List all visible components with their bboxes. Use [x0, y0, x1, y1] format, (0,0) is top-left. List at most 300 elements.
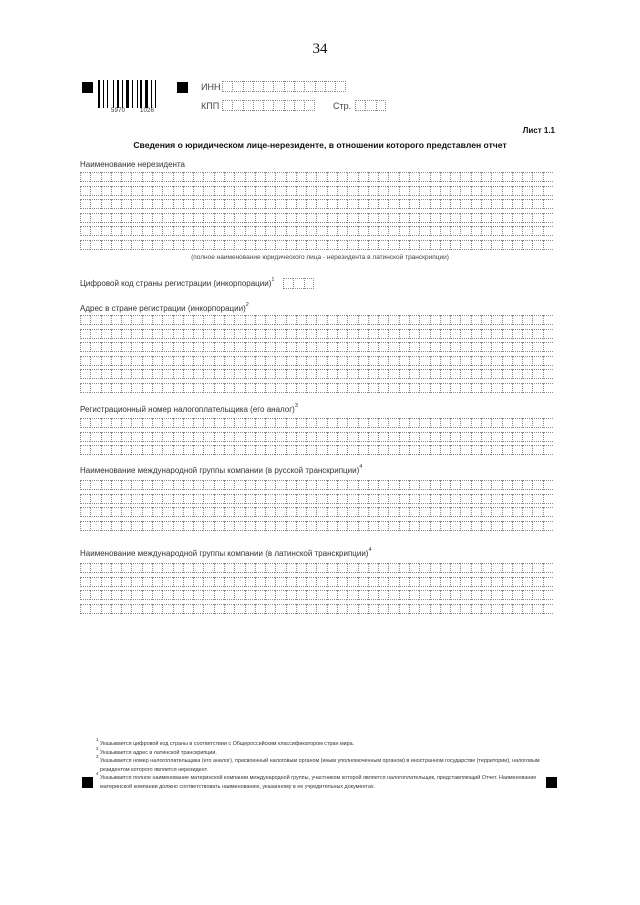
char-cell[interactable]: [419, 507, 429, 517]
char-cell[interactable]: [409, 172, 419, 182]
char-cell[interactable]: [471, 383, 481, 393]
char-cell[interactable]: [152, 226, 162, 236]
char-cell[interactable]: [481, 356, 491, 366]
char-cell[interactable]: [491, 445, 501, 455]
char-cell[interactable]: [265, 590, 275, 600]
char-cell[interactable]: [101, 418, 111, 428]
char-cell[interactable]: [522, 507, 532, 517]
char-cell[interactable]: [522, 342, 532, 352]
char-cell[interactable]: [481, 226, 491, 236]
char-cell[interactable]: [265, 445, 275, 455]
char-cell[interactable]: [273, 81, 283, 92]
char-cell[interactable]: [358, 186, 368, 196]
grid-row[interactable]: [80, 186, 553, 196]
char-cell[interactable]: [388, 315, 398, 325]
char-cell[interactable]: [234, 369, 244, 379]
char-cell[interactable]: [347, 521, 357, 531]
char-cell[interactable]: [224, 199, 234, 209]
char-cell[interactable]: [306, 199, 316, 209]
char-cell[interactable]: [471, 480, 481, 490]
char-cell[interactable]: [121, 418, 131, 428]
char-cell[interactable]: [142, 507, 152, 517]
char-cell[interactable]: [265, 563, 275, 573]
char-cell[interactable]: [142, 563, 152, 573]
char-cell[interactable]: [430, 480, 440, 490]
char-cell[interactable]: [471, 342, 481, 352]
char-cell[interactable]: [101, 604, 111, 614]
char-cell[interactable]: [193, 577, 203, 587]
char-cell[interactable]: [347, 563, 357, 573]
char-cell[interactable]: [316, 507, 326, 517]
char-cell[interactable]: [419, 418, 429, 428]
char-cell[interactable]: [337, 418, 347, 428]
char-cell[interactable]: [347, 226, 357, 236]
char-cell[interactable]: [522, 521, 532, 531]
char-cell[interactable]: [532, 604, 542, 614]
char-cell[interactable]: [296, 315, 306, 325]
char-cell[interactable]: [121, 213, 131, 223]
char-cell[interactable]: [316, 577, 326, 587]
char-cell[interactable]: [316, 445, 326, 455]
char-cell[interactable]: [234, 604, 244, 614]
char-cell[interactable]: [131, 329, 141, 339]
char-cell[interactable]: [399, 418, 409, 428]
char-cell[interactable]: [532, 383, 542, 393]
inn-field[interactable]: [222, 81, 346, 92]
char-cell[interactable]: [440, 604, 450, 614]
char-cell[interactable]: [203, 369, 213, 379]
char-cell[interactable]: [275, 240, 285, 250]
char-cell[interactable]: [306, 186, 316, 196]
char-cell[interactable]: [388, 186, 398, 196]
char-cell[interactable]: [337, 213, 347, 223]
char-cell[interactable]: [532, 590, 542, 600]
char-cell[interactable]: [306, 577, 316, 587]
char-cell[interactable]: [388, 240, 398, 250]
char-cell[interactable]: [173, 369, 183, 379]
char-cell[interactable]: [183, 172, 193, 182]
char-cell[interactable]: [296, 329, 306, 339]
char-cell[interactable]: [471, 577, 481, 587]
char-cell[interactable]: [347, 172, 357, 182]
char-cell[interactable]: [214, 342, 224, 352]
char-cell[interactable]: [193, 563, 203, 573]
char-cell[interactable]: [121, 445, 131, 455]
char-cell[interactable]: [399, 356, 409, 366]
char-cell[interactable]: [430, 342, 440, 352]
char-cell[interactable]: [378, 329, 388, 339]
char-cell[interactable]: [306, 418, 316, 428]
char-cell[interactable]: [162, 172, 172, 182]
char-cell[interactable]: [378, 521, 388, 531]
char-cell[interactable]: [471, 186, 481, 196]
char-cell[interactable]: [337, 172, 347, 182]
char-cell[interactable]: [80, 432, 90, 442]
char-cell[interactable]: [491, 329, 501, 339]
char-cell[interactable]: [430, 507, 440, 517]
char-cell[interactable]: [327, 590, 337, 600]
char-cell[interactable]: [90, 369, 100, 379]
char-cell[interactable]: [358, 226, 368, 236]
char-cell[interactable]: [162, 186, 172, 196]
char-cell[interactable]: [327, 507, 337, 517]
char-cell[interactable]: [275, 356, 285, 366]
char-cell[interactable]: [296, 383, 306, 393]
char-cell[interactable]: [255, 563, 265, 573]
char-cell[interactable]: [316, 213, 326, 223]
char-cell[interactable]: [358, 480, 368, 490]
char-cell[interactable]: [131, 480, 141, 490]
char-cell[interactable]: [399, 172, 409, 182]
char-cell[interactable]: [275, 199, 285, 209]
char-cell[interactable]: [522, 445, 532, 455]
char-cell[interactable]: [430, 563, 440, 573]
char-cell[interactable]: [368, 240, 378, 250]
char-cell[interactable]: [131, 213, 141, 223]
char-cell[interactable]: [306, 240, 316, 250]
char-cell[interactable]: [214, 240, 224, 250]
char-cell[interactable]: [152, 507, 162, 517]
char-cell[interactable]: [193, 315, 203, 325]
char-cell[interactable]: [142, 604, 152, 614]
char-cell[interactable]: [543, 329, 553, 339]
char-cell[interactable]: [245, 172, 255, 182]
char-cell[interactable]: [203, 199, 213, 209]
char-cell[interactable]: [358, 494, 368, 504]
char-cell[interactable]: [460, 521, 470, 531]
char-cell[interactable]: [325, 81, 335, 92]
char-cell[interactable]: [512, 199, 522, 209]
char-cell[interactable]: [522, 480, 532, 490]
char-cell[interactable]: [255, 240, 265, 250]
char-cell[interactable]: [409, 577, 419, 587]
char-cell[interactable]: [481, 494, 491, 504]
char-cell[interactable]: [450, 563, 460, 573]
char-cell[interactable]: [173, 226, 183, 236]
char-cell[interactable]: [306, 507, 316, 517]
char-cell[interactable]: [152, 480, 162, 490]
char-cell[interactable]: [152, 186, 162, 196]
char-cell[interactable]: [368, 213, 378, 223]
char-cell[interactable]: [430, 418, 440, 428]
char-cell[interactable]: [131, 590, 141, 600]
char-cell[interactable]: [234, 590, 244, 600]
char-cell[interactable]: [203, 329, 213, 339]
char-cell[interactable]: [183, 494, 193, 504]
char-cell[interactable]: [543, 383, 553, 393]
char-cell[interactable]: [306, 521, 316, 531]
char-cell[interactable]: [502, 213, 512, 223]
char-cell[interactable]: [409, 369, 419, 379]
char-cell[interactable]: [368, 226, 378, 236]
char-cell[interactable]: [347, 213, 357, 223]
grid-row[interactable]: [80, 226, 553, 236]
char-cell[interactable]: [162, 418, 172, 428]
char-cell[interactable]: [173, 445, 183, 455]
char-cell[interactable]: [491, 315, 501, 325]
char-cell[interactable]: [388, 356, 398, 366]
char-cell[interactable]: [214, 590, 224, 600]
char-cell[interactable]: [306, 494, 316, 504]
char-cell[interactable]: [203, 480, 213, 490]
char-cell[interactable]: [265, 507, 275, 517]
char-cell[interactable]: [296, 577, 306, 587]
char-cell[interactable]: [111, 383, 121, 393]
char-cell[interactable]: [440, 342, 450, 352]
char-cell[interactable]: [131, 172, 141, 182]
char-cell[interactable]: [173, 172, 183, 182]
char-cell[interactable]: [471, 226, 481, 236]
char-cell[interactable]: [522, 199, 532, 209]
char-cell[interactable]: [173, 329, 183, 339]
char-cell[interactable]: [255, 329, 265, 339]
char-cell[interactable]: [152, 590, 162, 600]
char-cell[interactable]: [409, 226, 419, 236]
char-cell[interactable]: [409, 445, 419, 455]
char-cell[interactable]: [327, 240, 337, 250]
char-cell[interactable]: [481, 577, 491, 587]
char-cell[interactable]: [183, 480, 193, 490]
char-cell[interactable]: [245, 329, 255, 339]
char-cell[interactable]: [471, 563, 481, 573]
char-cell[interactable]: [471, 418, 481, 428]
char-cell[interactable]: [347, 432, 357, 442]
char-cell[interactable]: [121, 604, 131, 614]
char-cell[interactable]: [275, 418, 285, 428]
char-cell[interactable]: [316, 590, 326, 600]
char-cell[interactable]: [450, 172, 460, 182]
char-cell[interactable]: [388, 226, 398, 236]
char-cell[interactable]: [183, 445, 193, 455]
char-cell[interactable]: [543, 199, 553, 209]
char-cell[interactable]: [101, 577, 111, 587]
char-cell[interactable]: [214, 445, 224, 455]
char-cell[interactable]: [358, 342, 368, 352]
char-cell[interactable]: [203, 604, 213, 614]
char-cell[interactable]: [152, 329, 162, 339]
char-cell[interactable]: [80, 356, 90, 366]
char-cell[interactable]: [491, 342, 501, 352]
char-cell[interactable]: [203, 213, 213, 223]
char-cell[interactable]: [481, 329, 491, 339]
char-cell[interactable]: [419, 383, 429, 393]
char-cell[interactable]: [419, 494, 429, 504]
char-cell[interactable]: [224, 226, 234, 236]
char-cell[interactable]: [316, 342, 326, 352]
char-cell[interactable]: [532, 369, 542, 379]
char-cell[interactable]: [491, 577, 501, 587]
char-cell[interactable]: [101, 342, 111, 352]
char-cell[interactable]: [101, 383, 111, 393]
char-cell[interactable]: [173, 383, 183, 393]
char-cell[interactable]: [214, 577, 224, 587]
char-cell[interactable]: [131, 563, 141, 573]
char-cell[interactable]: [419, 604, 429, 614]
char-cell[interactable]: [481, 604, 491, 614]
char-cell[interactable]: [358, 329, 368, 339]
char-cell[interactable]: [142, 240, 152, 250]
char-cell[interactable]: [409, 418, 419, 428]
char-cell[interactable]: [234, 186, 244, 196]
char-cell[interactable]: [296, 418, 306, 428]
char-cell[interactable]: [234, 199, 244, 209]
char-cell[interactable]: [409, 329, 419, 339]
char-cell[interactable]: [193, 480, 203, 490]
char-cell[interactable]: [90, 521, 100, 531]
char-cell[interactable]: [327, 604, 337, 614]
char-cell[interactable]: [337, 521, 347, 531]
char-cell[interactable]: [214, 226, 224, 236]
char-cell[interactable]: [502, 383, 512, 393]
char-cell[interactable]: [327, 172, 337, 182]
char-cell[interactable]: [347, 445, 357, 455]
char-cell[interactable]: [111, 329, 121, 339]
char-cell[interactable]: [275, 342, 285, 352]
char-cell[interactable]: [430, 240, 440, 250]
char-cell[interactable]: [347, 604, 357, 614]
char-cell[interactable]: [286, 563, 296, 573]
char-cell[interactable]: [316, 356, 326, 366]
char-cell[interactable]: [543, 577, 553, 587]
char-cell[interactable]: [512, 315, 522, 325]
char-cell[interactable]: [368, 369, 378, 379]
char-cell[interactable]: [409, 480, 419, 490]
char-cell[interactable]: [316, 521, 326, 531]
char-cell[interactable]: [224, 577, 234, 587]
char-cell[interactable]: [80, 480, 90, 490]
char-cell[interactable]: [121, 329, 131, 339]
char-cell[interactable]: [286, 604, 296, 614]
char-cell[interactable]: [80, 507, 90, 517]
char-cell[interactable]: [306, 480, 316, 490]
char-cell[interactable]: [111, 590, 121, 600]
char-cell[interactable]: [481, 172, 491, 182]
char-cell[interactable]: [142, 315, 152, 325]
char-cell[interactable]: [419, 226, 429, 236]
char-cell[interactable]: [409, 604, 419, 614]
char-cell[interactable]: [121, 172, 131, 182]
char-cell[interactable]: [142, 521, 152, 531]
char-cell[interactable]: [255, 507, 265, 517]
char-cell[interactable]: [234, 240, 244, 250]
char-cell[interactable]: [275, 590, 285, 600]
char-cell[interactable]: [460, 432, 470, 442]
char-cell[interactable]: [388, 383, 398, 393]
char-cell[interactable]: [131, 342, 141, 352]
char-cell[interactable]: [121, 590, 131, 600]
char-cell[interactable]: [440, 494, 450, 504]
grid-row[interactable]: [80, 342, 553, 352]
char-cell[interactable]: [522, 315, 532, 325]
char-cell[interactable]: [234, 521, 244, 531]
char-cell[interactable]: [142, 590, 152, 600]
char-cell[interactable]: [502, 604, 512, 614]
char-cell[interactable]: [460, 342, 470, 352]
char-cell[interactable]: [90, 418, 100, 428]
char-cell[interactable]: [337, 315, 347, 325]
grid-row[interactable]: [80, 604, 553, 614]
char-cell[interactable]: [532, 226, 542, 236]
char-cell[interactable]: [111, 356, 121, 366]
char-cell[interactable]: [460, 445, 470, 455]
char-cell[interactable]: [409, 315, 419, 325]
char-cell[interactable]: [440, 240, 450, 250]
char-cell[interactable]: [101, 226, 111, 236]
char-cell[interactable]: [162, 356, 172, 366]
char-cell[interactable]: [173, 590, 183, 600]
grid-row[interactable]: [80, 521, 553, 531]
char-cell[interactable]: [502, 329, 512, 339]
char-cell[interactable]: [440, 329, 450, 339]
char-cell[interactable]: [224, 329, 234, 339]
char-cell[interactable]: [224, 418, 234, 428]
char-cell[interactable]: [131, 577, 141, 587]
char-cell[interactable]: [358, 172, 368, 182]
char-cell[interactable]: [152, 445, 162, 455]
char-cell[interactable]: [491, 507, 501, 517]
char-cell[interactable]: [224, 480, 234, 490]
char-cell[interactable]: [296, 432, 306, 442]
char-cell[interactable]: [481, 199, 491, 209]
char-cell[interactable]: [306, 226, 316, 236]
char-cell[interactable]: [101, 507, 111, 517]
char-cell[interactable]: [491, 213, 501, 223]
char-cell[interactable]: [543, 590, 553, 600]
char-cell[interactable]: [222, 100, 232, 111]
char-cell[interactable]: [378, 383, 388, 393]
char-cell[interactable]: [111, 342, 121, 352]
char-cell[interactable]: [450, 445, 460, 455]
char-cell[interactable]: [347, 342, 357, 352]
char-cell[interactable]: [224, 315, 234, 325]
char-cell[interactable]: [183, 590, 193, 600]
grid-row[interactable]: [80, 329, 553, 339]
char-cell[interactable]: [253, 81, 263, 92]
char-cell[interactable]: [286, 226, 296, 236]
grid-row[interactable]: [80, 213, 553, 223]
char-cell[interactable]: [234, 329, 244, 339]
char-cell[interactable]: [368, 494, 378, 504]
char-cell[interactable]: [316, 226, 326, 236]
char-cell[interactable]: [255, 226, 265, 236]
char-cell[interactable]: [337, 240, 347, 250]
char-cell[interactable]: [481, 590, 491, 600]
char-cell[interactable]: [327, 577, 337, 587]
char-cell[interactable]: [430, 315, 440, 325]
char-cell[interactable]: [152, 418, 162, 428]
char-cell[interactable]: [286, 356, 296, 366]
char-cell[interactable]: [224, 186, 234, 196]
char-cell[interactable]: [358, 356, 368, 366]
char-cell[interactable]: [142, 480, 152, 490]
char-cell[interactable]: [440, 445, 450, 455]
char-cell[interactable]: [316, 186, 326, 196]
char-cell[interactable]: [481, 315, 491, 325]
char-cell[interactable]: [183, 563, 193, 573]
char-cell[interactable]: [440, 186, 450, 196]
char-cell[interactable]: [296, 445, 306, 455]
char-cell[interactable]: [90, 383, 100, 393]
char-cell[interactable]: [203, 590, 213, 600]
char-cell[interactable]: [532, 356, 542, 366]
char-cell[interactable]: [296, 480, 306, 490]
char-cell[interactable]: [296, 563, 306, 573]
char-cell[interactable]: [173, 577, 183, 587]
char-cell[interactable]: [460, 563, 470, 573]
char-cell[interactable]: [286, 521, 296, 531]
char-cell[interactable]: [152, 172, 162, 182]
char-cell[interactable]: [234, 507, 244, 517]
